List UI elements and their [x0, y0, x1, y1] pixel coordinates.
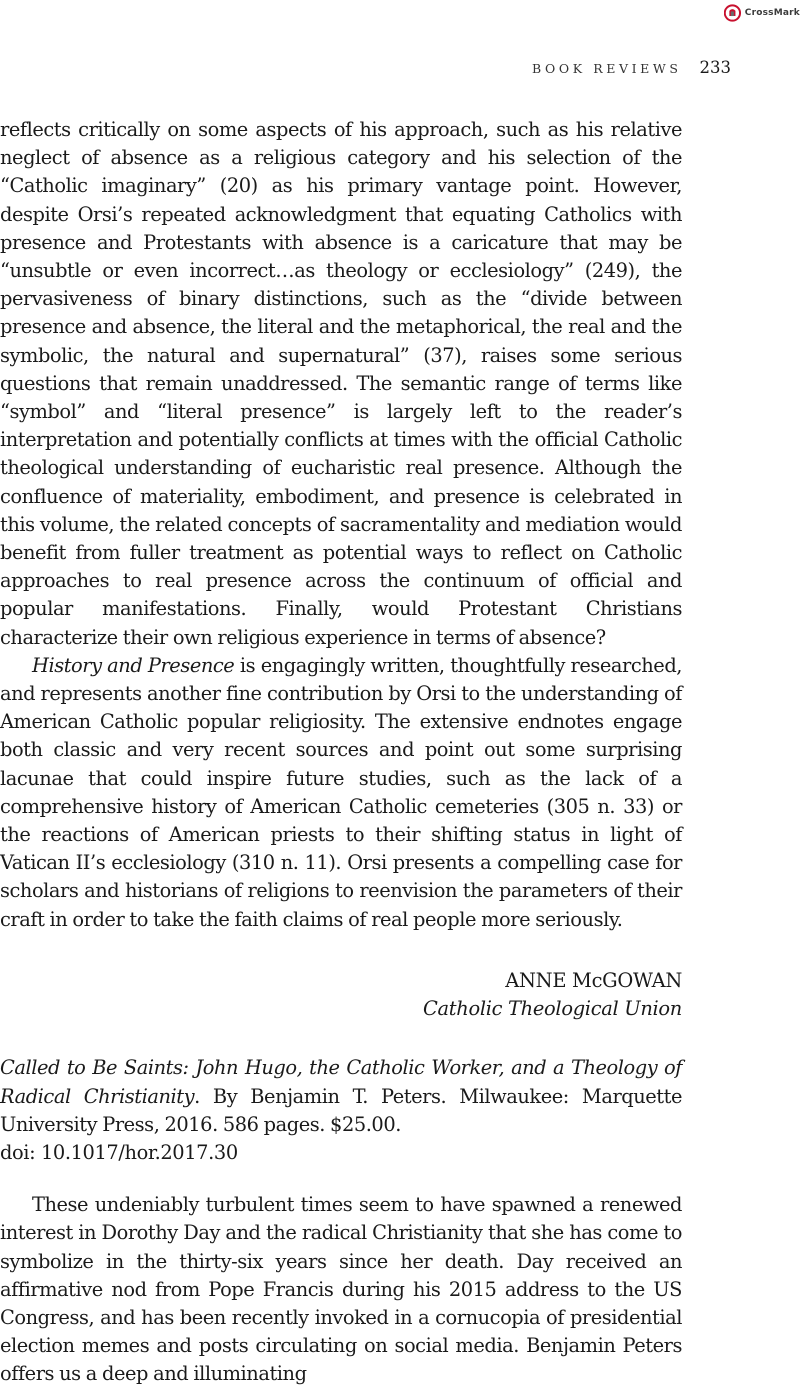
crossmark-label: CrossMark [744, 8, 800, 18]
page-content [0, 116, 682, 1389]
crossmark-badge[interactable] [724, 0, 800, 26]
section-title: BOOK REVIEWS [532, 61, 682, 76]
review1-paragraph-2 [0, 652, 682, 934]
running-header [532, 58, 731, 77]
book-details: . By Benjamin T. Peters. Milwaukee: Marquette University Press, 2016. 586 pages. $25.00. [0, 1084, 682, 1136]
crossmark-icon [724, 2, 741, 24]
review2-paragraph-1: These undeniably turbulent times seem to have spawned a renewed interest in Dorothy Day and the radical Christianity that she has come to symbolize in the thirty-six years since her death. Day received an affirmative nod from Pope Francis during his 2015 address to the US Congress, and has been recently invoked in a cornucopia of presidential election memes and posts circulating on social media. Benjamin Peters offers us a deep and illuminating [0, 1193, 682, 1386]
review1-paragraph-2-text: is engagingly written, thoughtfully researched, and represents another fine contribution by Orsi to the understanding of American Catholic popular religiosity. The extensive endnotes engage both classic and very recent sources and point out some surprising lacunae that could inspire future studies, such as the lack of a comprehensive history of American Catholic cemeteries (305 n. 33) or the reactions of American priests to their shifting status in light of Vatican II’s ecclesiology (310 n. 11). Orsi presents a compelling case for scholars and historians of religions to reenvision the parameters of their craft in order to take the faith claims of real people more seriously. [0, 653, 682, 931]
book-title-history-and-presence: History and Presence [32, 653, 235, 677]
reviewer-affiliation: Catholic Theological Union [422, 997, 682, 1021]
review1-paragraph-1: reflects critically on some aspects of his approach, such as his relative neglect of absence as a religious category and his selection of the “Catholic imaginary” (20) as his primary vantage point. However, despite Orsi’s repeated acknowledgment that equating Catholics with presence and Protestants with absence is a caricature that may be “unsubtle or even incorrect…as theology or ecclesiology” (249), the pervasiveness of binary distinctions, such as the “divide between presence and absence, the literal and the metaphorical, the real and the symbolic, the natural and supernatural” (37), raises some serious questions that remain unaddressed. The semantic range of terms like “symbol” and “literal presence” is largely left to the reader’s interpretation and potentially conflicts at times with the official Catholic theological understanding of eucharistic real presence. Although the confluence of materiality, embodiment, and presence is celebrated in this volume, the related concepts of sacramentality and mediation would benefit from fuller treatment as potential ways to reflect on Catholic approaches to real presence across the continuum of official and popular manifestations. Finally, would Protestant Christians characterize their own religious experience in terms of absence? [0, 118, 682, 649]
reviewer-name: ANNE McGOWAN [505, 968, 682, 992]
book-citation [0, 1054, 682, 1139]
page-number: 233 [699, 58, 731, 77]
reviewer-signature [0, 967, 682, 1023]
book-title: Called to Be Saints: John Hugo, the Catholic Worker, and a Theology of Radical Christianity [0, 1056, 682, 1108]
doi-link[interactable]: doi: 10.1017/hor.2017.30 [0, 1140, 238, 1164]
